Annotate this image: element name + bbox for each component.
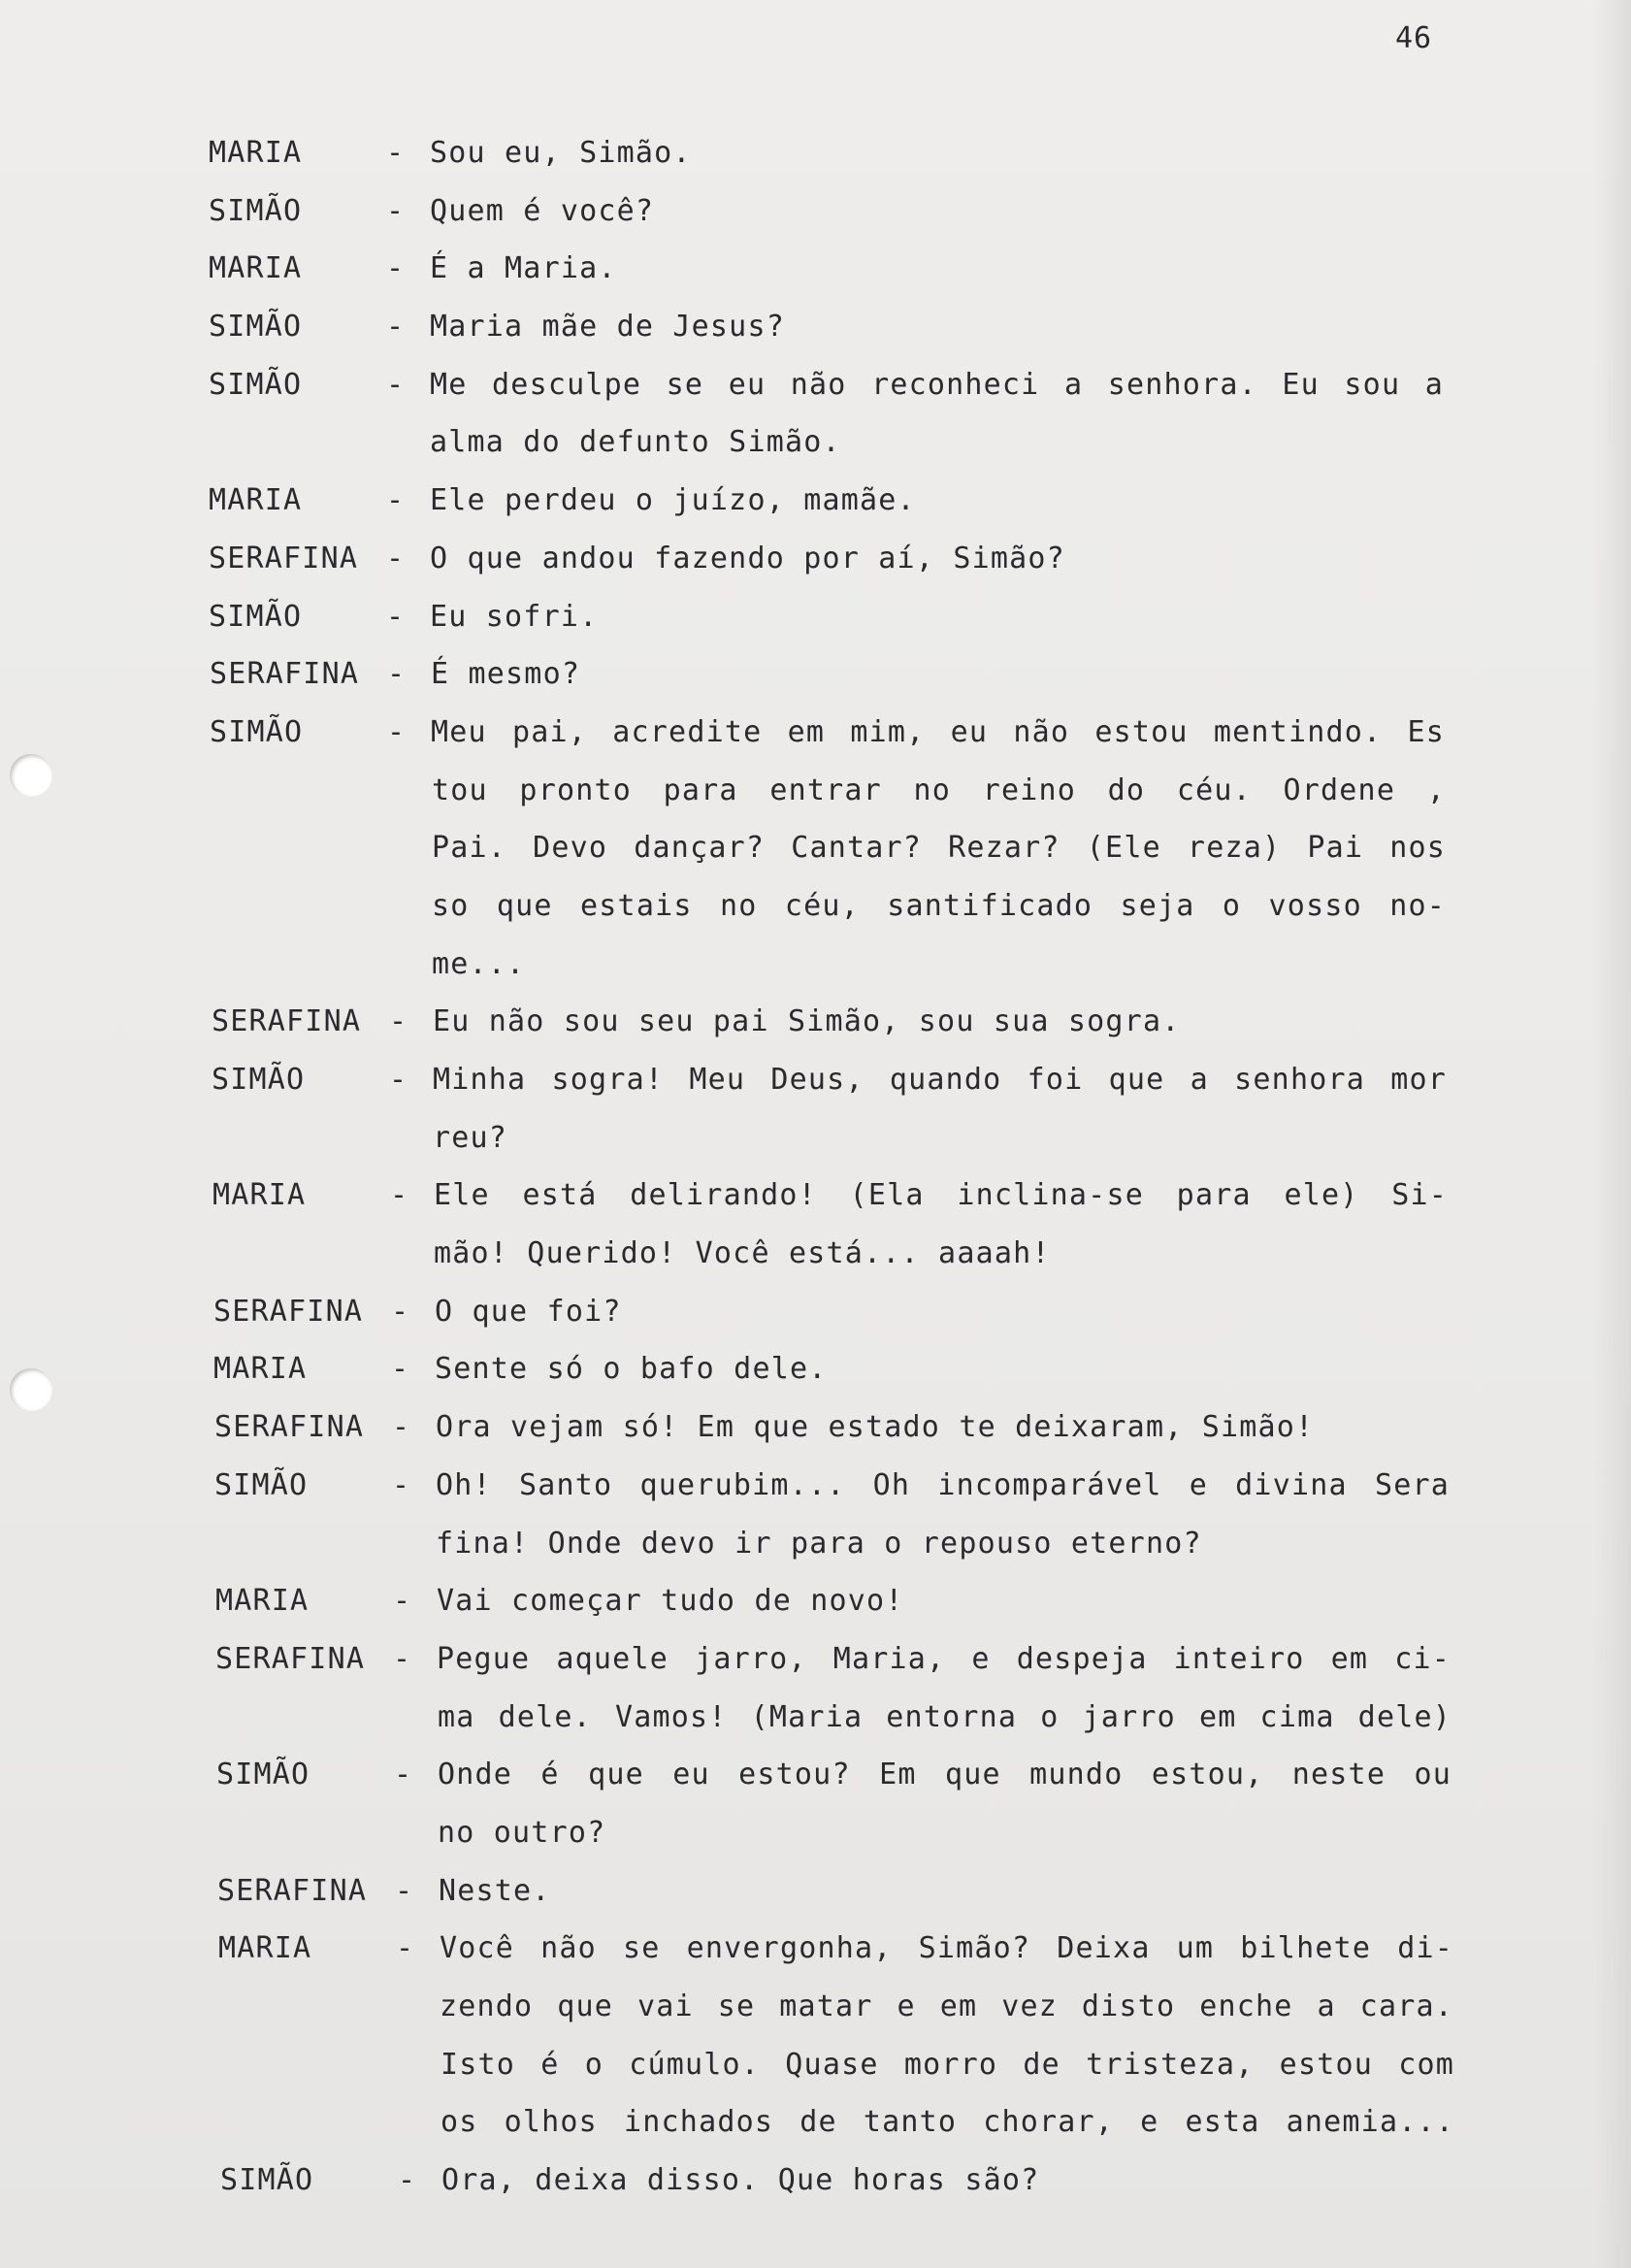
speaker-dash: -: [393, 1641, 412, 1676]
dialogue-text: Ele está delirando! (Ela inclina-se para ele) Si-: [434, 1178, 1448, 1213]
dialogue-text: so que estais no céu, santificado seja o vosso no-: [432, 888, 1446, 923]
speaker-dash: -: [386, 251, 406, 286]
dialogue-text: O que foi?: [435, 1294, 622, 1329]
speaker-dash: -: [387, 657, 407, 692]
speaker-name: SIMÃO: [214, 1467, 309, 1502]
dialogue-line: [212, 1051, 1470, 1109]
speaker-name: SIMÃO: [216, 1758, 310, 1792]
punch-hole: [10, 1368, 52, 1411]
dialogue-line: [209, 182, 1470, 241]
speaker-name: MARIA: [215, 1584, 310, 1619]
dialogue-text: tou pronto para entrar no reino do céu. Ordene ,: [432, 772, 1446, 807]
dialogue-text: É a Maria.: [430, 251, 617, 286]
dialogue-text: Meu pai, acredite em mim, eu não estou mentindo. Es: [431, 714, 1445, 749]
speaker-name: SIMÃO: [209, 367, 303, 402]
dialogue-text: mão! Querido! Você está... aaaah!: [434, 1236, 1051, 1271]
dialogue-text: É mesmo?: [431, 657, 581, 692]
dialogue-line: [214, 1398, 1470, 1457]
speaker-dash: -: [391, 1294, 410, 1329]
dialogue-line: [212, 1225, 1470, 1283]
dialogue-line: [209, 530, 1470, 588]
speaker-dash: -: [391, 1352, 410, 1387]
dialogue-text: Maria mãe de Jesus?: [430, 310, 785, 345]
speaker-name: SERAFINA: [217, 1873, 368, 1908]
dialogue-line: [209, 413, 1470, 472]
dialogue-line: [218, 1920, 1470, 1978]
dialogue-line: [216, 1689, 1470, 1747]
speaker-dash: -: [386, 541, 406, 575]
speaker-name: MARIA: [209, 251, 303, 286]
dialogue-text: fina! Onde devo ir para o repouso eterno?: [436, 1526, 1202, 1561]
dialogue-text: Me desculpe se eu não reconheci a senhora. Eu sou a: [430, 367, 1444, 402]
dialogue-text: reu?: [433, 1120, 508, 1155]
speaker-name: MARIA: [209, 136, 303, 170]
dialogue-text: me...: [432, 946, 526, 981]
dialogue-line: [213, 1283, 1470, 1341]
dialogue-line: [211, 762, 1470, 820]
dialogue-text: Pai. Devo dançar? Cantar? Rezar? (Ele reza) Pai nos: [432, 831, 1446, 866]
dialogue-text: Neste.: [439, 1873, 551, 1908]
dialogue-line: [219, 2093, 1470, 2152]
dialogue-text: Onde é que eu estou? Em que mundo estou, neste ou: [438, 1758, 1452, 1792]
dialogue-line: [212, 1109, 1470, 1167]
dialogue-text: zendo que vai se matar e em vez disto enche a cara.: [440, 1989, 1453, 2023]
speaker-name: SIMÃO: [209, 599, 303, 634]
dialogue-text: Você não se envergonha, Simão? Deixa um bilhete di-: [440, 1931, 1453, 1966]
speaker-name: SERAFINA: [209, 541, 359, 575]
dialogue-line: [215, 1572, 1470, 1630]
speaker-dash: -: [394, 1758, 413, 1792]
dialogue-text: Ora vejam só! Em que estado te deixaram, Simão!: [436, 1410, 1315, 1445]
speaker-dash: -: [386, 599, 406, 634]
dialogue-text: Ele perdeu o juízo, mamãe.: [430, 483, 916, 518]
dialogue-line: [216, 1746, 1470, 1804]
dialogue-text: no outro?: [438, 1815, 606, 1850]
dialogue-script: [209, 124, 1470, 2210]
dialogue-line: [215, 1630, 1470, 1689]
dialogue-line: [214, 1515, 1470, 1573]
speaker-name: SIMÃO: [209, 310, 303, 345]
speaker-dash: -: [386, 367, 406, 402]
speaker-dash: -: [390, 1178, 409, 1213]
speaker-dash: -: [386, 310, 406, 345]
dialogue-line: [209, 356, 1470, 414]
dialogue-line: [211, 936, 1470, 994]
speaker-name: MARIA: [212, 1178, 307, 1213]
speaker-name: SERAFINA: [213, 1294, 364, 1329]
speaker-name: SIMÃO: [220, 2163, 314, 2198]
dialogue-line: [209, 240, 1470, 298]
dialogue-line: [209, 298, 1470, 356]
dialogue-text: Sou eu, Simão.: [430, 136, 692, 170]
speaker-name: SIMÃO: [212, 1063, 306, 1097]
speaker-name: MARIA: [213, 1352, 308, 1387]
dialogue-line: [210, 704, 1470, 762]
page-number: 46: [1395, 21, 1433, 55]
speaker-dash: -: [398, 2163, 417, 2198]
punch-hole: [10, 754, 52, 797]
speaker-name: SIMÃO: [210, 714, 304, 749]
dialogue-text: alma do defunto Simão.: [430, 425, 841, 460]
dialogue-line: [211, 877, 1470, 936]
dialogue-text: os olhos inchados de tanto chorar, e esta anemia...: [440, 2105, 1454, 2140]
dialogue-line: [217, 1862, 1470, 1921]
speaker-dash: -: [395, 1873, 414, 1908]
dialogue-line: [209, 124, 1470, 182]
speaker-name: SERAFINA: [215, 1641, 366, 1676]
speaker-dash: -: [387, 714, 407, 749]
speaker-name: SERAFINA: [210, 657, 360, 692]
speaker-name: SERAFINA: [212, 1004, 362, 1039]
speaker-dash: -: [392, 1410, 411, 1445]
dialogue-text: Ora, deixa disso. Que horas são?: [441, 2163, 1040, 2198]
dialogue-text: Pegue aquele jarro, Maria, e despeja inteiro em ci-: [437, 1641, 1451, 1676]
speaker-dash: -: [392, 1467, 411, 1502]
speaker-name: SERAFINA: [214, 1410, 365, 1445]
speaker-name: SIMÃO: [209, 193, 303, 228]
speaker-name: MARIA: [218, 1931, 312, 1966]
dialogue-line: [219, 2036, 1470, 2094]
dialogue-line: [212, 993, 1470, 1051]
speaker-dash: -: [393, 1584, 412, 1619]
speaker-dash: -: [396, 1931, 415, 1966]
dialogue-text: Eu sofri.: [430, 599, 599, 634]
dialogue-line: [210, 645, 1470, 704]
speaker-dash: -: [386, 193, 406, 228]
dialogue-line: [211, 819, 1470, 877]
dialogue-line: [212, 1167, 1470, 1225]
dialogue-line: [209, 588, 1470, 646]
dialogue-text: Oh! Santo querubim... Oh incomparável e divina Sera: [436, 1467, 1450, 1502]
speaker-dash: -: [386, 483, 406, 518]
dialogue-text: Quem é você?: [430, 193, 655, 228]
dialogue-line: [220, 2152, 1470, 2210]
speaker-dash: -: [389, 1004, 408, 1039]
dialogue-line: [213, 1340, 1470, 1398]
dialogue-text: Sente só o bafo dele.: [435, 1352, 828, 1387]
dialogue-text: Minha sogra! Meu Deus, quando foi que a senhora mor: [433, 1063, 1447, 1097]
dialogue-text: O que andou fazendo por aí, Simão?: [430, 541, 1065, 575]
dialogue-text: Isto é o cúmulo. Quase morro de tristeza, estou com: [440, 2047, 1454, 2082]
dialogue-text: Eu não sou seu pai Simão, sou sua sogra.: [433, 1004, 1181, 1039]
dialogue-text: Vai começar tudo de novo!: [437, 1584, 904, 1619]
dialogue-line: [214, 1457, 1470, 1515]
speaker-name: MARIA: [209, 483, 303, 518]
dialogue-line: [209, 472, 1470, 530]
dialogue-line: [216, 1804, 1470, 1862]
speaker-dash: -: [386, 136, 406, 170]
speaker-dash: -: [389, 1063, 408, 1097]
dialogue-line: [218, 1978, 1470, 2036]
dialogue-text: ma dele. Vamos! (Maria entorna o jarro em cima dele): [438, 1699, 1452, 1734]
